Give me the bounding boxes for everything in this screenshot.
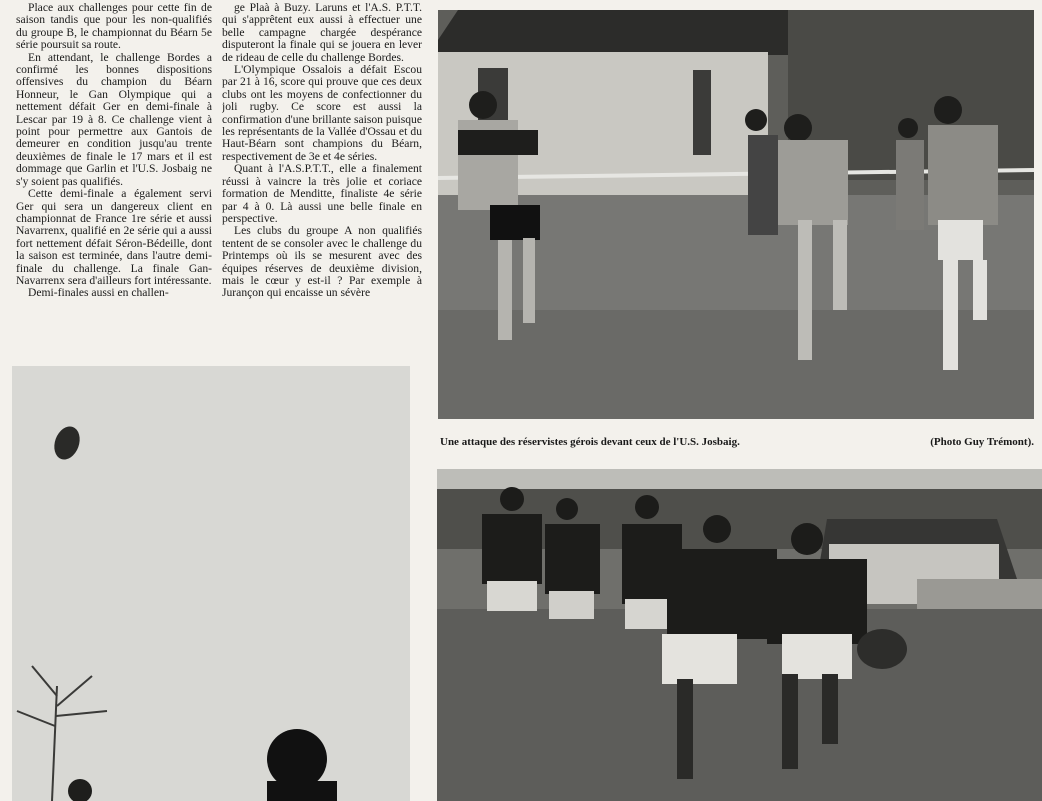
- article-paragraph: Les clubs du groupe A non qualifiés tentent de se consoler avec le challenge du Printemps où ils se mesurent avec des équipes réserves de deuxième division, mais le cœur y est-il ? Par exemple à Jurançon qui encaisse un sévère: [222, 224, 422, 300]
- photo-caption: [440, 436, 1034, 448]
- article-paragraph: Demi-finales aussi en challen-: [28, 286, 169, 300]
- article-paragraph: ge Plaà à Buzy. Laruns et l'A.S. P.T.T. qui s'apprêtent eux aussi à effectuer une belle campagne chargée despérance disputeront la finale qui se jouera en lever de rideau de celle du challenge Bordes.: [222, 2, 422, 64]
- caption-text: Une attaque des réservistes gérois devant ceux de l'U.S. Josbaig.: [440, 436, 740, 448]
- article-paragraph: Cette demi-finale a également servi Ger qui sera un dangereux client en championnat de France 1re série et aussi Navarrenx, qualifié en 2e série qui a aussi fort nettement défait Séron-Bédeille, dont la saison est terminée, dans l'autre demi-finale du challenge. La finale Gan-Navarrenx sera d'ailleurs fort intéressante.: [16, 187, 212, 287]
- article-paragraph: Place aux challenges pour cette fin de saison tandis que pour les non-qualifiés du groupe B, le championnat du Béarn 5e série poursuit sa route.: [16, 2, 212, 52]
- article-paragraph: L'Olympique Ossalois a défait Escou par 21 à 16, score qui prouve que ces deux clubs ont les moyens de confectionner du joli rugby. Ce score est aussi la confirmation d'une brillante saison puisque les représentants de la Vallée d'Ossau et du Haut-Béarn sont champions du Béarn, respectivement de 3e et 4e séries.: [222, 63, 422, 163]
- photo-credit: (Photo Guy Trémont).: [930, 436, 1034, 448]
- rugby-ball-in-air-photo: [12, 366, 410, 801]
- rugby-attack-photo: [438, 10, 1034, 419]
- article-column-1: [16, 2, 212, 357]
- rugby-players-photo: [437, 469, 1042, 801]
- article-paragraph: Quant à l'A.S.P.T.T., elle a finalement réussi à vaincre la très jolie et coriace formation de Menditte, finaliste 4e série par 4 à 0. Là aussi une belle finale en perspective.: [222, 162, 422, 225]
- article-paragraph: En attendant, le challenge Bordes a confirmé les bonnes dispositions offensives du champion du Béarn Honneur, le Gan Olympique qui a nettement défait Ger en demi-finale à Lescar par 19 à 8. Ce challenge vient à point pour permettre aux Gantois de demeurer en condition jusqu'au trente deuxièmes de finale le 17 mars et il est dommage que Garlin et l'U.S. Josbaig ne s'y soient pas qualifiés.: [16, 50, 212, 188]
- article-column-2: [222, 2, 422, 357]
